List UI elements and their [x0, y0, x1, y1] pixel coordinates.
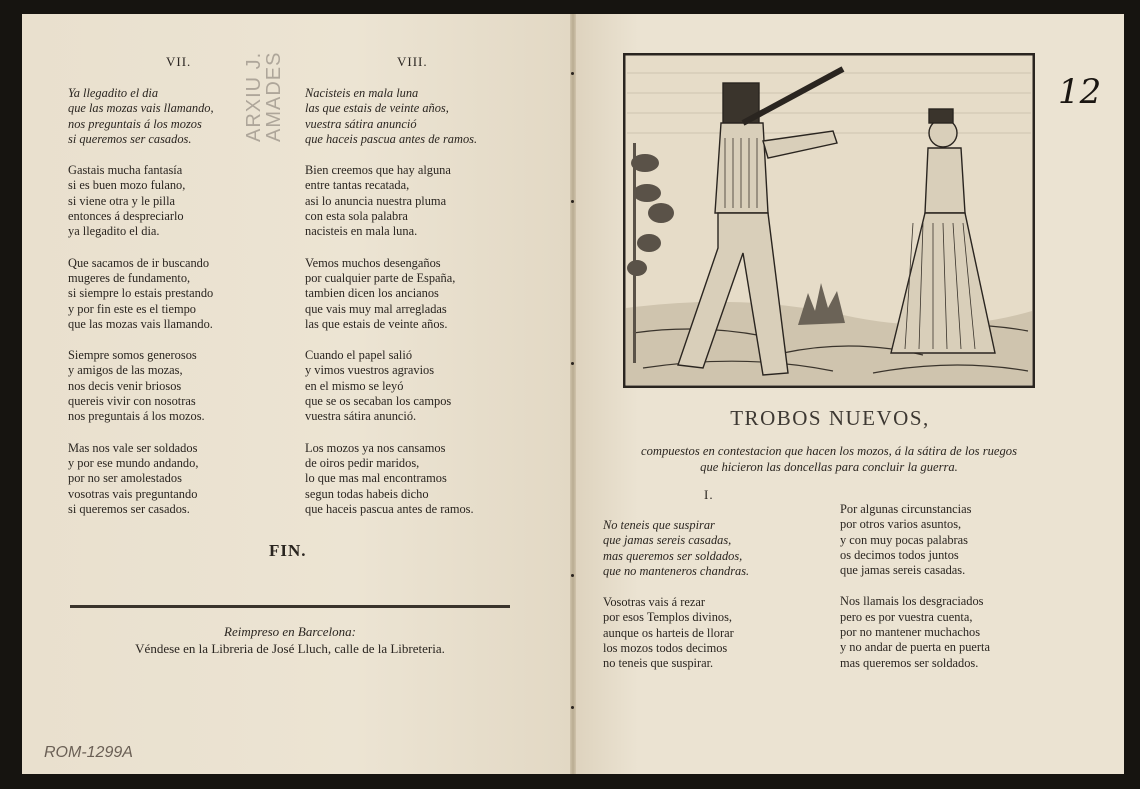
- verse-line: por no ser amolestados: [68, 471, 182, 486]
- section-viii-number: VIII.: [397, 54, 428, 69]
- stanza: [68, 86, 214, 147]
- verse-line: que las mozas vais llamando,: [68, 101, 214, 116]
- section-i-number: I.: [704, 487, 714, 502]
- verse-line: si queremos ser casados.: [68, 131, 192, 146]
- verse-line: os decimos todos juntos: [840, 547, 959, 562]
- verse-line: vuestra sátira anunció.: [305, 409, 417, 424]
- verse-line: Vosotras vais á rezar: [603, 595, 705, 610]
- stanza: [840, 502, 990, 578]
- page-number: 12: [1058, 72, 1102, 112]
- verse-line: por no mantener muchachos: [840, 625, 981, 640]
- verse-line: entre tantas recatada,: [305, 178, 410, 193]
- verse-line: que haceis pascua antes de ramos.: [305, 501, 474, 516]
- verse-line: Siempre somos generosos: [68, 348, 197, 363]
- verse-line: si queremos ser casados.: [68, 501, 190, 516]
- ballad-title: TROBOS NUEVOS,: [730, 406, 930, 430]
- verse-line: y amigos de las mozas,: [68, 363, 183, 378]
- verse-line: lo que mas mal encontramos: [305, 471, 447, 486]
- stanza: [840, 594, 990, 670]
- verse-line: nos preguntais á los mozos: [68, 116, 202, 131]
- imprint-line-2: Véndese en la Libreria de José Lluch, calle de la Libreteria.: [135, 641, 445, 656]
- verse-line: Los mozos ya nos cansamos: [305, 440, 446, 455]
- verse-line: Vemos muchos desengaños: [305, 255, 441, 270]
- poem-column-i-right: [840, 502, 990, 687]
- stanza: [68, 256, 214, 332]
- stanza: [305, 256, 477, 332]
- stitch-hole: [571, 362, 574, 365]
- verse-line: mugeres de fundamento,: [68, 270, 191, 285]
- stanza: [68, 441, 214, 517]
- verse-line: Que sacamos de ir buscando: [68, 255, 210, 270]
- verse-line: asi lo anuncia nuestra pluma: [305, 193, 447, 208]
- center-fold: [570, 14, 576, 774]
- verse-line: Nacisteis en mala luna: [305, 86, 419, 100]
- verse-line: y por ese mundo andando,: [68, 455, 199, 470]
- stanza: [305, 441, 477, 517]
- verse-line: si es buen mozo fulano,: [68, 178, 186, 193]
- verse-line: Cuando el papel salió: [305, 348, 413, 363]
- archive-stamp: ARXIU J. AMADES: [243, 51, 285, 142]
- verse-line: que jamas sereis casadas,: [603, 533, 732, 548]
- stitch-hole: [571, 72, 574, 75]
- verse-line: Ya llegadito el dia: [68, 86, 159, 100]
- verse-line: vosotras vais preguntando: [68, 486, 198, 501]
- verse-line: ya llegadito el dia.: [68, 224, 160, 239]
- verse-line: de oiros pedir maridos,: [305, 455, 420, 470]
- stanza: [68, 163, 214, 239]
- verse-line: Gastais mucha fantasía: [68, 163, 183, 178]
- stanza: [305, 348, 477, 424]
- stanza: [603, 518, 749, 579]
- verse-line: entonces á despreciarlo: [68, 209, 184, 224]
- verse-line: tambien dicen los ancianos: [305, 286, 439, 301]
- verse-line: las que estais de veinte años,: [305, 101, 449, 116]
- verse-line: quereis vivir con nosotras: [68, 394, 196, 409]
- verse-line: Mas nos vale ser soldados: [68, 440, 198, 455]
- verse-line: si siempre lo estais prestando: [68, 286, 214, 301]
- verse-line: Bien creemos que hay alguna: [305, 163, 451, 178]
- poem-column-i-left: [603, 518, 749, 688]
- verse-line: los mozos todos decimos: [603, 641, 728, 656]
- verse-line: y por fin este es el tiempo: [68, 301, 197, 316]
- verse-line: que haceis pascua antes de ramos.: [305, 131, 478, 146]
- verse-line: y vimos vuestros agravios: [305, 363, 435, 378]
- stanza: [305, 86, 477, 147]
- verse-line: que las mozas vais llamando.: [68, 316, 213, 331]
- verse-line: nos decis venir briosos: [68, 378, 182, 393]
- verse-line: que no manteneros chandras.: [603, 563, 750, 578]
- shelfmark: ROM-1299A: [44, 744, 133, 761]
- stitch-hole: [571, 706, 574, 709]
- verse-line: y no andar de puerta en puerta: [840, 640, 990, 655]
- verse-line: mas queremos ser soldados,: [603, 548, 743, 563]
- verse-line: que vais muy mal arregladas: [305, 301, 447, 316]
- verse-line: y con muy pocas palabras: [840, 532, 968, 547]
- verse-line: por esos Templos divinos,: [603, 610, 733, 625]
- poem-column-viii: [305, 86, 477, 533]
- imprint-line-1: Reimpreso en Barcelona:: [224, 624, 356, 639]
- verse-line: vuestra sátira anunció: [305, 116, 417, 131]
- stitch-hole: [571, 200, 574, 203]
- verse-line: por cualquier parte de España,: [305, 270, 456, 285]
- verse-line: nacisteis en mala luna.: [305, 224, 418, 239]
- section-vii-number: VII.: [166, 54, 192, 69]
- verse-line: que jamas sereis casadas.: [840, 563, 966, 578]
- verse-line: pero es por vuestra cuenta,: [840, 609, 973, 624]
- stitch-hole: [571, 574, 574, 577]
- stanza: [68, 348, 214, 424]
- verse-line: no teneis que suspirar.: [603, 656, 714, 671]
- verse-line: mas queremos ser soldados.: [840, 655, 979, 670]
- verse-line: segun todas habeis dicho: [305, 486, 429, 501]
- verse-line: aunque os harteis de llorar: [603, 625, 734, 640]
- verse-line: con esta sola palabra: [305, 209, 408, 224]
- verse-line: por otros varios asuntos,: [840, 517, 962, 532]
- fin-mark: FIN.: [269, 541, 307, 560]
- verse-line: las que estais de veinte años.: [305, 316, 448, 331]
- verse-line: nos preguntais á los mozos.: [68, 409, 205, 424]
- verse-line: en el mismo se leyó: [305, 378, 404, 393]
- verse-line: que se os secaban los campos: [305, 394, 452, 409]
- verse-line: Por algunas circunstancias: [840, 502, 972, 516]
- ballad-subtitle: compuestos en contestacion que hacen los mozos, á la sátira de los ruegos que hicieron las doncellas para concluir la guerra.: [640, 444, 1018, 474]
- woodcut-illustration: [623, 53, 1035, 388]
- stanza: [305, 163, 477, 239]
- verse-line: No teneis que suspirar: [603, 518, 715, 532]
- poem-column-vii: [68, 86, 214, 533]
- verse-line: Nos llamais los desgraciados: [840, 594, 984, 609]
- divider-rule: [70, 605, 510, 608]
- stanza: [603, 595, 749, 671]
- verse-line: si viene otra y le pilla: [68, 193, 176, 208]
